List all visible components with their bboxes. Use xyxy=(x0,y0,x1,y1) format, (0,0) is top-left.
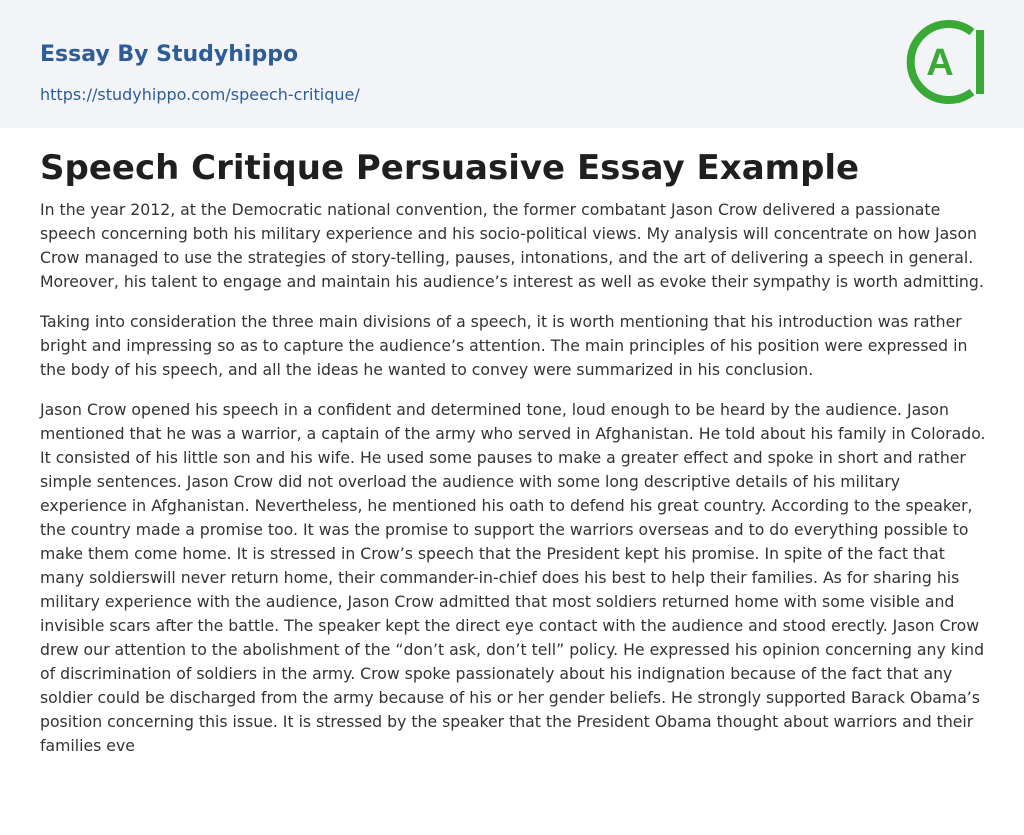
source-url-link[interactable]: https://studyhippo.com/speech-critique/ xyxy=(40,85,360,104)
brand-title: Essay By Studyhippo xyxy=(40,42,299,67)
studyhippo-logo-icon xyxy=(904,18,988,106)
article-paragraph: Jason Crow opened his speech in a confident and determined tone, loud enough to be heard by the audience. Jason mentioned that he was a warrior, a captain of the army who served in Afghanistan. He told about his family in Colorado. It consisted of his little son and his wife. He used some pauses to make a greater effect and spoke in short and rather simple sentences. Jason Crow did not overload the audience with some long descriptive details of his military experience in Afghanistan. Nevertheless, he mentioned his oath to defend his great country. According to the speaker, the country made a promise too. It was the promise to support the warriors overseas and to do everything possible to make them come home. It is stressed in Crow’s speech that the President kept his promise. In spite of the fact that many soldierswill never return home, their commander-in-chief does his best to help their families. As for sharing his military experience with the audience, Jason Crow admitted that most soldiers returned home with some visible and invisible scars after the battle. The speaker kept the direct eye contact with the audience and stood erectly. Jason Crow drew our attention to the abolishment of the “don’t ask, don’t tell” policy. He expressed his opinion concerning any kind of discrimination of soldiers in the army. Crow spoke passionately about his indignation because of the fact that any soldier could be discharged from the army because of his or her gender beliefs. He strongly supported Barack Obama’s position concerning this issue. It is stressed by the speaker that the President Obama thought about warriors and their families eve xyxy=(40,400,986,755)
article-paragraph: Taking into consideration the three main divisions of a speech, it is worth mentioning that his introduction was rather bright and impressing so as to capture the audience’s attention. The main principles of his position were expressed in the body of his speech, and all the ideas he wanted to convey were summarized in his conclusion. xyxy=(40,312,968,379)
logo-letter: A xyxy=(926,42,954,84)
site-header xyxy=(0,0,1024,128)
page-title: Speech Critique Persuasive Essay Example xyxy=(40,148,860,188)
article-paragraph: In the year 2012, at the Democratic national convention, the former combatant Jason Crow delivered a passionate speech concerning both his military experience and his socio-political views. My analysis will concentrate on how Jason Crow managed to use the strategies of story-telling, pauses, intonations, and the art of delivering a speech in general. Moreover, his talent to engage and maintain his audience’s interest as well as evoke their sympathy is worth admitting. xyxy=(40,200,984,291)
article xyxy=(40,144,990,774)
